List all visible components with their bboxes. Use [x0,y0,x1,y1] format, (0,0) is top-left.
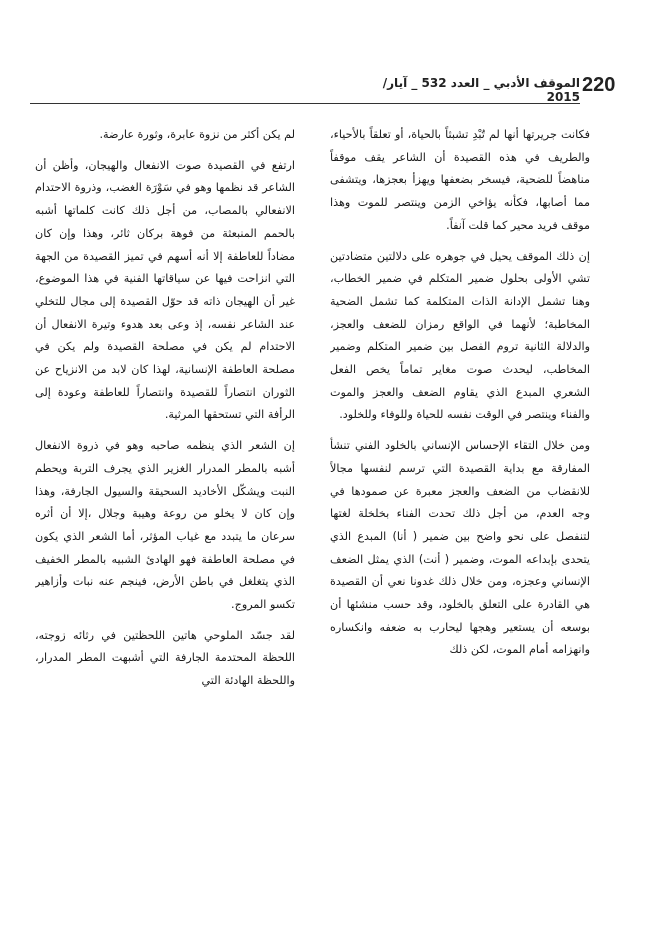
paragraph: إن الشعر الذي ينظمه صاحبه وهو في ذروة الانفعال أشبه بالمطر المدرار الغزير الذي يجرف التربة ويحطم النبت ويشكّل الأخاديد السحيقة والسيول الجارفة، وهذا وإن كان لا يخلو من روعة وهيبة وجلال ،إلا أن أثره سرعان ما يتبدد مع غياب المؤثر، أما الشعر الذي يكون في مصلحة العاطفة فهو الهادئ الشبيه بالمطر الخفيف الذي يتغلغل في باطن الأرض، فينجم عنه نبات وأزاهير تكسو المروج. [35,439,295,612]
text-column-right [330,124,590,924]
paragraph: لم يكن أكثر من نزوة عابرة، وثورة عارضة. [99,128,295,141]
paragraph: ومن خلال التقاء الإحساس الإنساني بالخلود الفني تنشأ المفارقة مع بداية القصيدة التي ترسم لنفسها مجالاً للانقضاب من الضعف والعجز معبرة عن صمودها في وجه العدم، من أجل ذلك تحدت الفناء بخلخلة لغتها لتنفصل على نحو واضح بين ضمير ( أنا) المبدع الذي يتحدى بإبداعه الموت، وضمير ( أنت) الذي يمثل الضعف الإنساني وعجزه، ومن خلال ذلك غدونا نعي أن القصيدة هي القادرة على التعلق بالخلود، وقد حسب منشئها أن بوسعه أن يستعير وهجها ليحارب به ضعفه وانكساره وانهزامه أمام الموت، لكن ذلك [330,439,590,657]
running-header: الموقف الأدبي _ العدد 532 _ آيار/ 2015 [382,76,580,104]
page-number: 220 [582,74,616,96]
header-divider [30,103,580,104]
paragraph: إن ذلك الموقف يحيل في جوهره على دلالتين متضادتين تشي الأولى بحلول ضمير المتكلم في ضمير الخطاب، وهنا تشمل الإدانة الذات المتكلمة كما تشمل الضحية المخاطبة؛ لأنهما في الواقع رمزان للضعف والعجز، والدلالة الثانية تروم الفصل بين ضمير المتكلم وضمير المخاطب، ليحدث صوت مغاير تماماً يخص الفعل الشعري المبدع الذي يقاوم الضعف والعجز والموت والفناء وينتصر في الوقت نفسه للحياة وللوفاء وللخلود. [330,249,590,422]
text-column-left [35,124,295,924]
paragraph: لقد جسّد الملوحي هاتين اللحظتين في رثائه زوجته، اللحظة المحتدمة الجارفة التي أشبهت المطر المدرار، واللحظة الهادئة التي [35,628,295,688]
paragraph: ارتفع في القصيدة صوت الانفعال والهيجان، وأظن أن الشاعر قد نظمها وهو في سَوْرَة الغضب، وذروة الاحتدام الانفعالي بالمصاب، من أجل ذلك كانت كلماتها أشبه بالحمم المنبعثة من فوهة بركان ثائر، وهذا وإن كان مضاداً للعاطفة إلا أنه أسهم في تميز القصيدة من الجهة التي انزاحت فيها عن سياقاتها الفنية في هذا الموضوع، غير أن الهيجان ذاته قد حوّل القصيدة إلى مجال للتخلي عند الشاعر نفسه، إذ وعى بعد هدوء وتيرة الانفعال أن الاحتدام لم يكن في مصلحة القصيدة ولم يكن في مصلحة العاطفة الإنسانية، لهذا كان لابد من الانزياح عن الثوران انتصاراً للقصيدة وانتصاراً للعاطفة وعودة إلى الرأفة التي تستحقها المرثية. [35,158,295,422]
paragraph: فكانت جريرتها أنها لم تُبْدِ تشبثاً بالحياة، أو تعلقاً بالأحياء، والطريف في هذه القصيدة أن الشاعر يقف موقفاً مناهضاً للضحية، فيسخر بضعفها ويهزأ بعجزها، ويتشفى مما أصابها، فكأنه يؤاخي الزمن وينتصر للموت وهذا موقف فريد محير كما قلت آنفاً. [330,128,590,232]
